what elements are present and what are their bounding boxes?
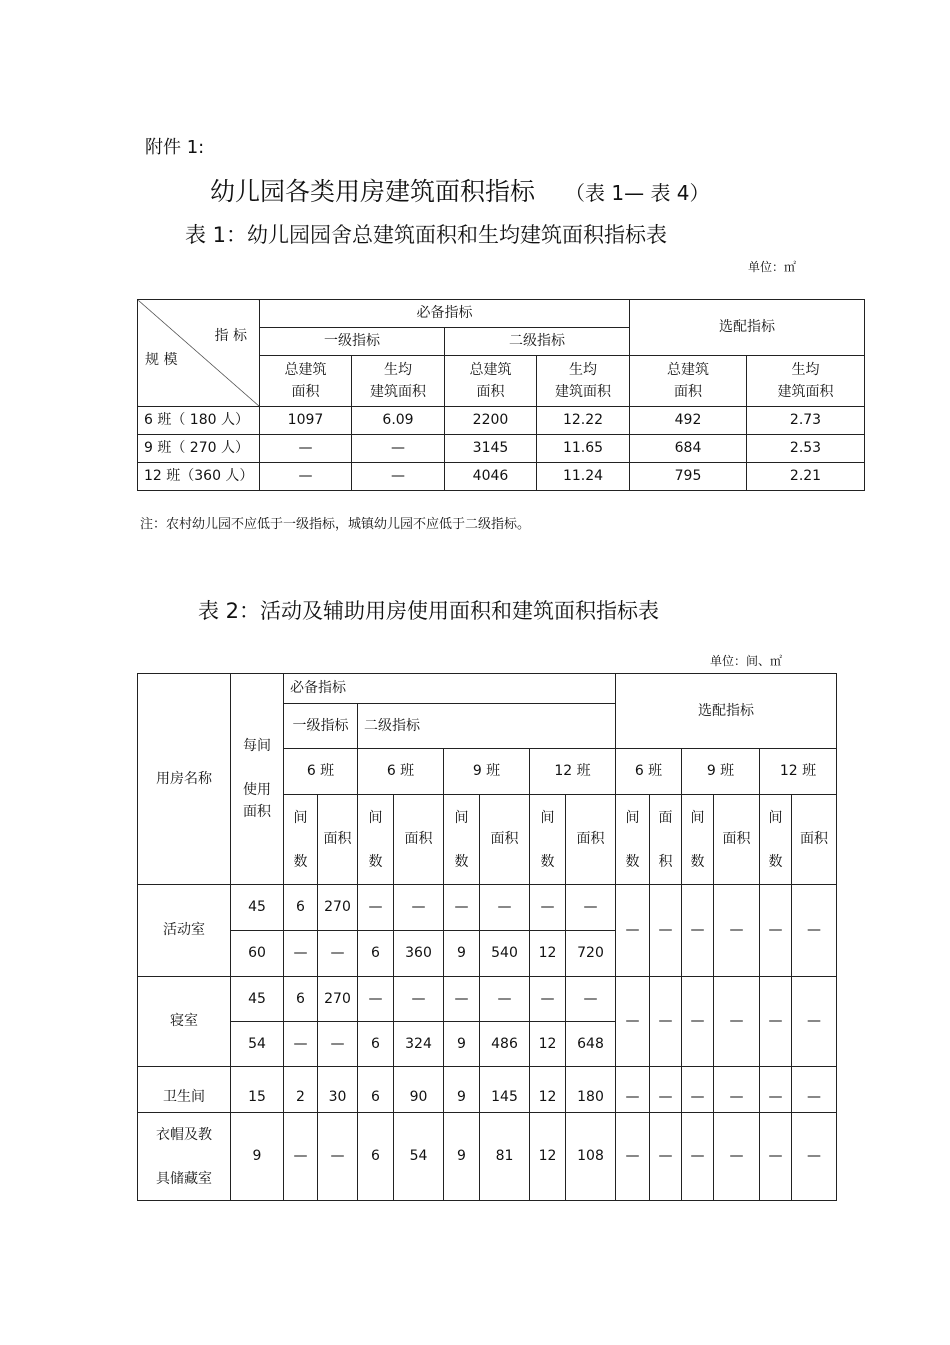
t2-area-header: 面积 <box>714 795 760 885</box>
t2-count-header: 间 数 <box>530 795 566 885</box>
room-toilet: 卫生间 <box>138 1067 231 1113</box>
table1-diagonal-header <box>138 300 260 407</box>
table-row: 6 班（ 180 人） 1097 6.09 2200 12.22 492 2.73 <box>138 407 865 435</box>
table-row: 60 — — 6 360 9 540 12 720 <box>138 931 837 977</box>
t1-required-header: 必备指标 <box>260 300 630 328</box>
t1-col-avg: 生均 建筑面积 <box>537 356 630 407</box>
table-row: 12 班（360 人） — — 4046 11.24 795 2.21 <box>138 463 865 491</box>
table-row: 9 班（ 270 人） — — 3145 11.65 684 2.53 <box>138 435 865 463</box>
t2-cls6: 6 班 <box>616 749 682 795</box>
t1-col-avg: 生均 建筑面积 <box>352 356 445 407</box>
diag-bottom-label: 规 模 <box>145 352 178 368</box>
t1-col-avg: 生均 建筑面积 <box>747 356 865 407</box>
t2-count-header: 间 数 <box>358 795 394 885</box>
t2-area-header: 面 积 <box>650 795 682 885</box>
table-row: 寝室 45 6 270 — — — — — — — — — — — — <box>138 977 837 1022</box>
t2-required-header: 必备指标 <box>284 674 616 704</box>
table-row: 卫生间 15 2 30 6 90 9 145 12 180 — — — — — — <box>138 1067 837 1113</box>
t2-area-header: 面积 <box>318 795 358 885</box>
diag-top-label: 指 标 <box>214 328 247 344</box>
t2-cls12: 12 班 <box>760 749 837 795</box>
table2-unit: 单位：间、㎡ <box>710 654 783 668</box>
room-activity: 活动室 <box>138 885 231 977</box>
table-row: 54 — — 6 324 9 486 12 648 <box>138 1022 837 1067</box>
t2-per-room-header: 每间 使用 面积 <box>231 674 284 885</box>
t2-count-header: 间 数 <box>444 795 480 885</box>
document-title <box>210 172 710 208</box>
t1-level2-header: 二级指标 <box>445 328 630 356</box>
t1-col-total: 总建筑 面积 <box>445 356 537 407</box>
t2-cls9: 9 班 <box>682 749 760 795</box>
table2 <box>137 673 837 1201</box>
table1-title: 表 1：幼儿园园舍总建筑面积和生均建筑面积指标表 <box>185 223 668 247</box>
t2-cls6: 6 班 <box>358 749 444 795</box>
t2-area-header: 面积 <box>394 795 444 885</box>
t2-count-header: 间 数 <box>284 795 318 885</box>
t2-optional-header: 选配指标 <box>616 674 837 749</box>
t1-col-total: 总建筑 面积 <box>630 356 747 407</box>
t2-cls9: 9 班 <box>444 749 530 795</box>
table1 <box>137 299 865 491</box>
table1-note: 注：农村幼儿园不应低于一级指标，城镇幼儿园不应低于二级指标。 <box>140 517 531 532</box>
t1-col-total: 总建筑 面积 <box>260 356 352 407</box>
t2-count-header: 间 数 <box>760 795 792 885</box>
t2-count-header: 间 数 <box>616 795 650 885</box>
t2-area-header: 面积 <box>480 795 530 885</box>
t2-room-name-header: 用房名称 <box>138 674 231 885</box>
room-storage: 衣帽及教 具储藏室 <box>138 1113 231 1201</box>
t2-area-header: 面积 <box>566 795 616 885</box>
table-row: 活动室 45 6 270 — — — — — — — — — — — — <box>138 885 837 931</box>
t2-cls6: 6 班 <box>284 749 358 795</box>
t2-level2-header: 二级指标 <box>358 704 616 749</box>
t2-level1-header: 一级指标 <box>284 704 358 749</box>
t1-optional-header: 选配指标 <box>630 300 865 356</box>
room-sleep: 寝室 <box>138 977 231 1067</box>
attachment-label: 附件 1: <box>145 137 205 158</box>
document-title-sub: （表 1— 表 4） <box>565 181 710 205</box>
table2-title: 表 2：活动及辅助用房使用面积和建筑面积指标表 <box>198 599 660 623</box>
t2-area-header: 面积 <box>792 795 837 885</box>
table-row: 衣帽及教 具储藏室 9 — — 6 54 9 81 12 108 — — — — — — <box>138 1113 837 1201</box>
document-title-text: 幼儿园各类用房建筑面积指标 <box>210 177 536 206</box>
table1-unit: 单位：㎡ <box>748 260 797 274</box>
t2-count-header: 间 数 <box>682 795 714 885</box>
t1-level1-header: 一级指标 <box>260 328 445 356</box>
t2-cls12: 12 班 <box>530 749 616 795</box>
